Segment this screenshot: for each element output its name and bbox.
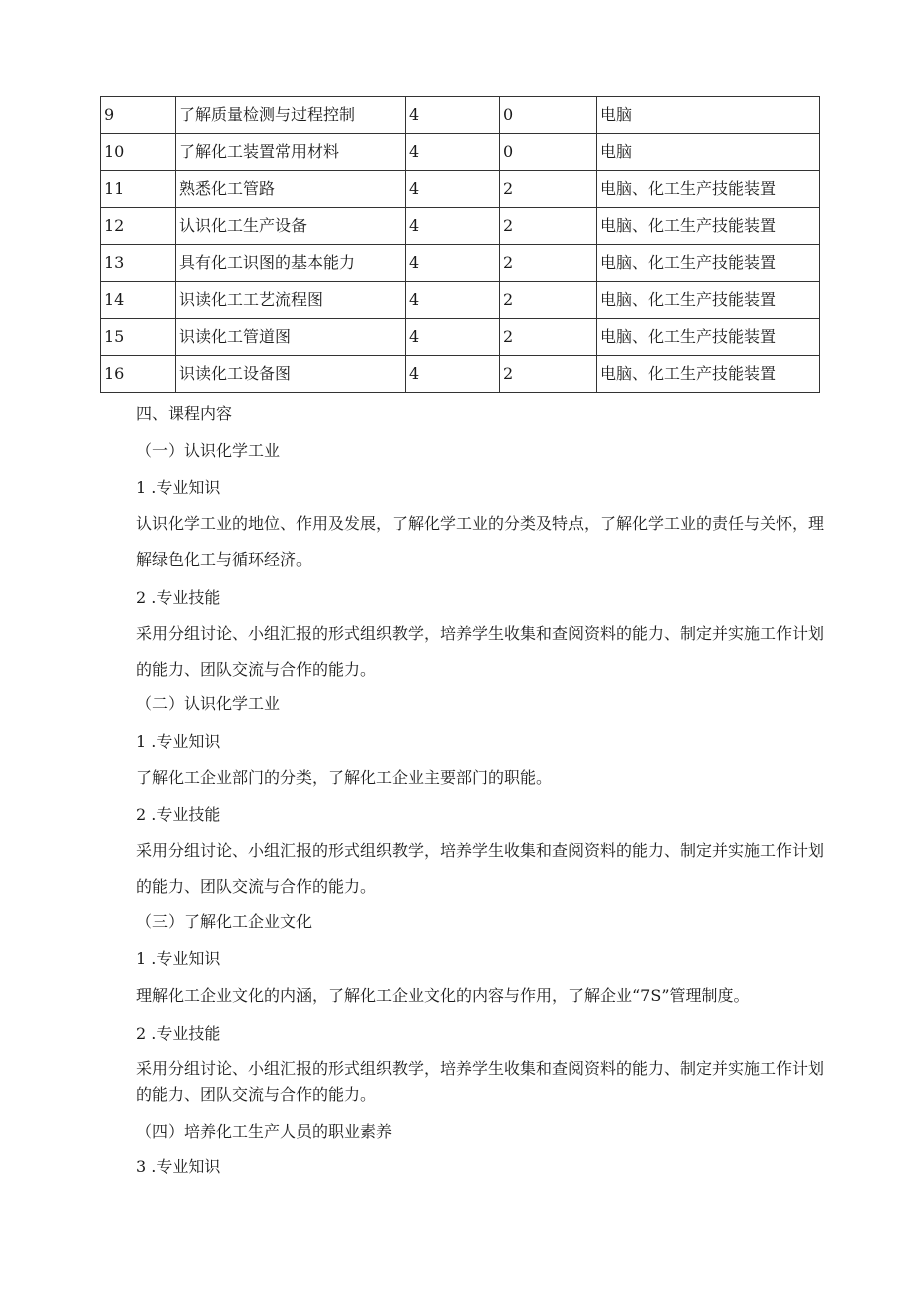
cell-practice-hours: 0 <box>500 134 597 171</box>
cell-module-name: 识读化工管道图 <box>176 319 406 356</box>
cell-module-name: 了解质量检测与过程控制 <box>176 97 406 134</box>
table-row <box>101 319 820 356</box>
cell-total-hours: 4 <box>406 282 500 319</box>
cell-total-hours: 4 <box>406 356 500 393</box>
skill-text-2: 采用分组讨论、小组汇报的形式组织教学，培养学生收集和查阅资料的能力、制定并实施工作计划的能力、团队交流与合作的能力。 <box>136 841 825 896</box>
cell-practice-hours: 0 <box>500 97 597 134</box>
cell-equipment: 电脑、化工生产技能装置 <box>597 356 820 393</box>
knowledge-text-3: 理解化工企业文化的内涵，了解化工企业文化的内容与作用，了解企业“7S”管理制度。 <box>136 986 750 1005</box>
cell-practice-hours: 2 <box>500 319 597 356</box>
cell-equipment: 电脑、化工生产技能装置 <box>597 171 820 208</box>
knowledge-heading-2: 1 .专业知识 <box>136 732 221 751</box>
cell-row-number: 10 <box>101 134 176 171</box>
cell-equipment: 电脑、化工生产技能装置 <box>597 319 820 356</box>
knowledge-text-1: 认识化学工业的地位、作用及发展，了解化学工业的分类及特点，了解化学工业的责任与关怀，理解绿色化工与循环经济。 <box>136 514 825 569</box>
table-row <box>101 171 820 208</box>
cell-total-hours: 4 <box>406 171 500 208</box>
cell-total-hours: 4 <box>406 97 500 134</box>
cell-equipment: 电脑 <box>597 97 820 134</box>
cell-equipment: 电脑、化工生产技能装置 <box>597 282 820 319</box>
cell-row-number: 14 <box>101 282 176 319</box>
subsection-title-3: （三）了解化工企业文化 <box>136 912 313 931</box>
cell-total-hours: 4 <box>406 208 500 245</box>
cell-equipment: 电脑、化工生产技能装置 <box>597 245 820 282</box>
section-title: 四、课程内容 <box>136 404 233 423</box>
cell-row-number: 15 <box>101 319 176 356</box>
course-hours-table <box>100 96 820 393</box>
table-row <box>101 356 820 393</box>
skill-text-3: 采用分组讨论、小组汇报的形式组织教学，培养学生收集和查阅资料的能力、制定并实施工作计划的能力、团队交流与合作的能力。 <box>136 1059 825 1104</box>
skill-text-1: 采用分组讨论、小组汇报的形式组织教学，培养学生收集和查阅资料的能力、制定并实施工作计划的能力、团队交流与合作的能力。 <box>136 624 825 679</box>
cell-module-name: 熟悉化工管路 <box>176 171 406 208</box>
subsection-title-4: （四）培养化工生产人员的职业素养 <box>136 1122 393 1141</box>
cell-practice-hours: 2 <box>500 245 597 282</box>
table-row <box>101 282 820 319</box>
table-row <box>101 134 820 171</box>
cell-practice-hours: 2 <box>500 208 597 245</box>
cell-total-hours: 4 <box>406 134 500 171</box>
cell-module-name: 识读化工设备图 <box>176 356 406 393</box>
subsection-title-1: （一）认识化学工业 <box>136 441 281 460</box>
cell-practice-hours: 2 <box>500 171 597 208</box>
cell-module-name: 具有化工识图的基本能力 <box>176 245 406 282</box>
cell-total-hours: 4 <box>406 245 500 282</box>
cell-row-number: 12 <box>101 208 176 245</box>
table-row <box>101 97 820 134</box>
skill-heading-1: 2 .专业技能 <box>136 588 221 607</box>
cell-row-number: 11 <box>101 171 176 208</box>
cell-total-hours: 4 <box>406 319 500 356</box>
cell-row-number: 9 <box>101 97 176 134</box>
cell-module-name: 识读化工工艺流程图 <box>176 282 406 319</box>
knowledge-heading-4: 3 .专业知识 <box>136 1157 221 1176</box>
knowledge-text-2: 了解化工企业部门的分类，了解化工企业主要部门的职能。 <box>136 768 553 787</box>
knowledge-heading-3: 1 .专业知识 <box>136 949 221 968</box>
subsection-title-2: （二）认识化学工业 <box>136 694 281 713</box>
table-body <box>101 97 820 393</box>
cell-row-number: 16 <box>101 356 176 393</box>
cell-module-name: 了解化工装置常用材料 <box>176 134 406 171</box>
cell-module-name: 认识化工生产设备 <box>176 208 406 245</box>
cell-equipment: 电脑、化工生产技能装置 <box>597 208 820 245</box>
skill-heading-2: 2 .专业技能 <box>136 805 221 824</box>
skill-heading-3: 2 .专业技能 <box>136 1024 221 1043</box>
cell-practice-hours: 2 <box>500 282 597 319</box>
knowledge-heading-1: 1 .专业知识 <box>136 478 221 497</box>
table-row <box>101 208 820 245</box>
cell-practice-hours: 2 <box>500 356 597 393</box>
table-row <box>101 245 820 282</box>
cell-row-number: 13 <box>101 245 176 282</box>
cell-equipment: 电脑 <box>597 134 820 171</box>
